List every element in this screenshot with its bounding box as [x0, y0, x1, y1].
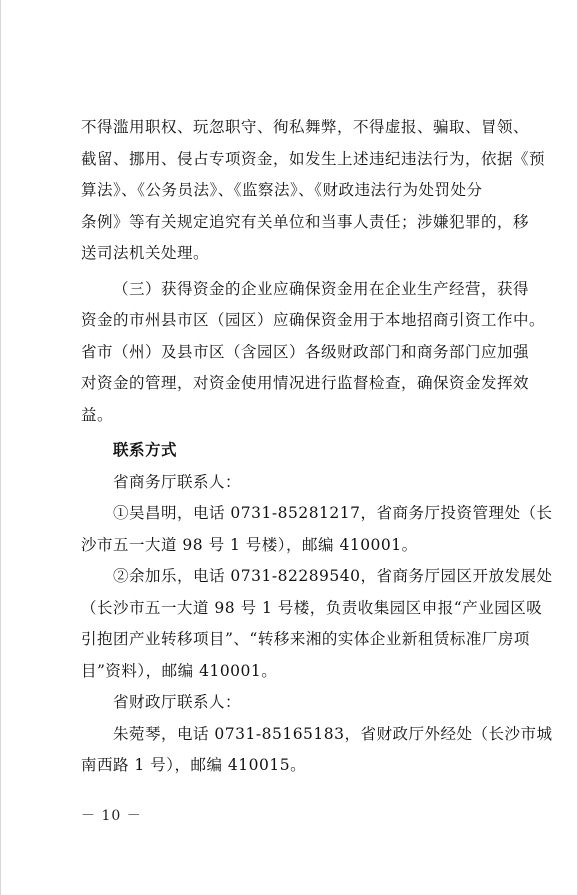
text-line: 朱菀琴，电话 0731-85165183，省财政厅外经处（长沙市城	[113, 724, 553, 743]
page-number: － 10 －	[81, 808, 142, 824]
text-line: 对资金的管理，对资金使用情况进行监督检查，确保资金发挥效	[81, 374, 530, 392]
commerce-contact-label: 省商务厅联系人：	[113, 472, 242, 491]
text-line: ①吴昌明，电话 0731-85281217，省商务厅投资管理处（长	[113, 504, 553, 522]
text-line: 截留、挪用、侵占专项资金，如发生上述违纪违法行为，依据《预	[81, 149, 546, 168]
text-line: 益。	[81, 405, 114, 424]
text-line: 沙市五一大道 98 号 1 号楼），邮编 410001。	[81, 535, 418, 554]
text-line: 南西路 1 号），邮编 410015。	[81, 756, 307, 774]
text-line: 引抱团产业转移项目”、“转移来湘的实体企业新租赁标准厂房项	[81, 630, 530, 648]
finance-contact-label: 省财政厅联系人：	[113, 693, 242, 711]
text-line: 目”资料），邮编 410001。	[81, 661, 278, 680]
document-body	[81, 112, 553, 782]
text-line: ②余加乐，电话 0731-82289540，省商务厅园区开放发展处	[113, 567, 553, 585]
text-line: （三）获得资金的企业应确保资金用在企业生产经营，获得	[113, 279, 530, 298]
contact-heading: 联系方式	[113, 441, 178, 459]
contact-entry-3	[81, 719, 553, 782]
paragraph-penalties	[81, 112, 546, 270]
text-line: 送司法机关处理。	[81, 244, 210, 262]
contact-entry-1	[81, 498, 553, 561]
text-line: 省市（州）及县市区（含园区）各级财政部门和商务部门应加强	[81, 342, 530, 361]
text-line: 条例》等有关规定追究有关单位和当事人责任；涉嫌犯罪的，移	[81, 212, 530, 231]
text-line: 资金的市州县市区（园区）应确保资金用于本地招商引资工作中。	[81, 311, 546, 329]
text-line: 不得滥用职权、玩忽职守、徇私舞弊，不得虚报、骗取、冒领、	[81, 118, 530, 136]
contact-entry-2	[81, 561, 553, 687]
paragraph-fund-usage	[81, 274, 546, 432]
text-line: （长沙市五一大道 98 号 1 号楼，负责收集园区申报“产业园区吸	[81, 598, 543, 617]
text-line: 算法》、《公务员法》、《监察法》、《财政违法行为处罚处分	[81, 181, 483, 199]
